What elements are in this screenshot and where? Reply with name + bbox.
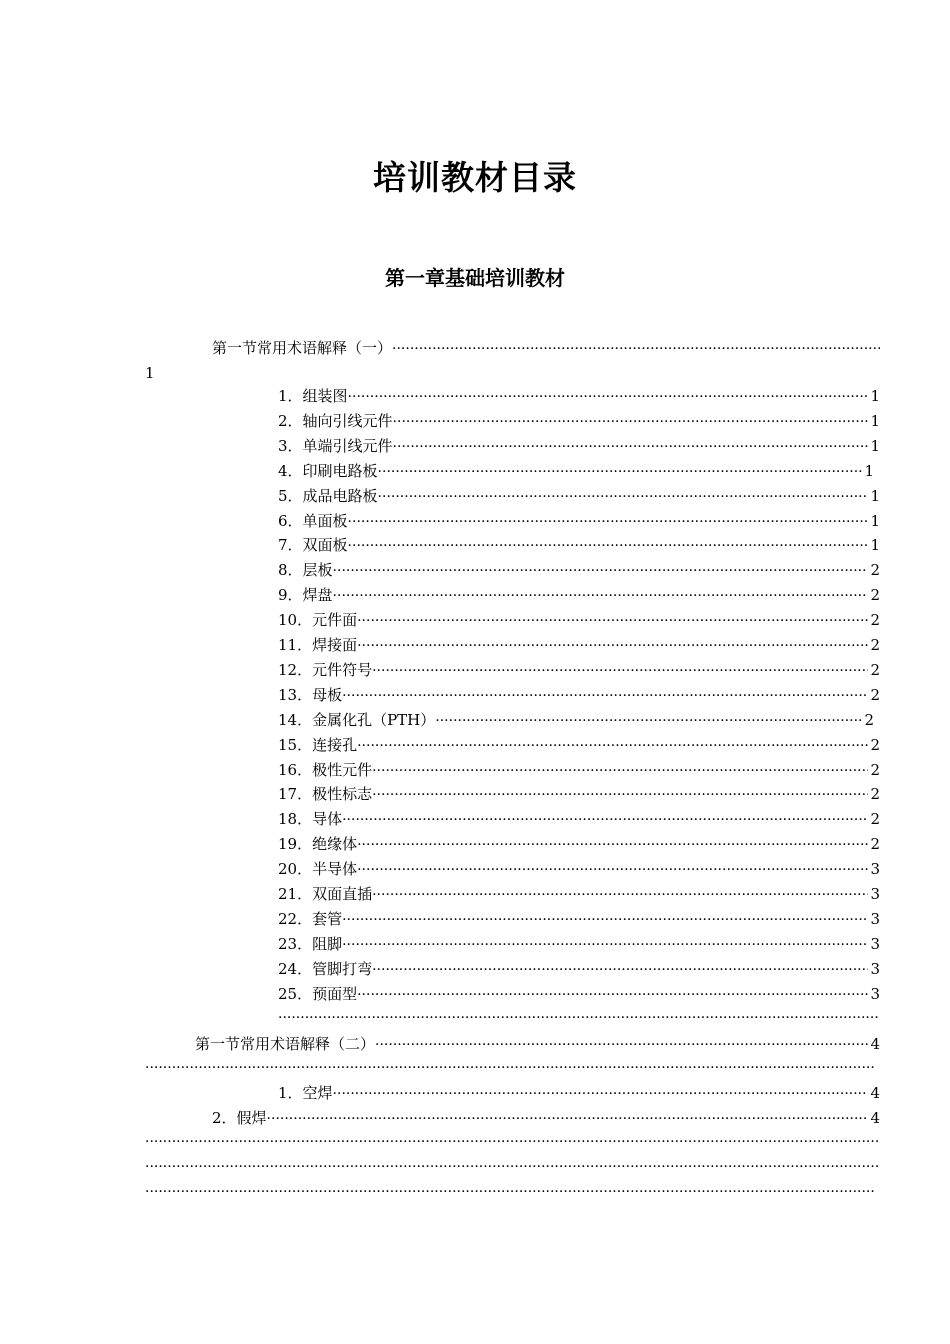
dot-leader-row (145, 1181, 875, 1203)
toc-page-number: 2 (864, 710, 874, 729)
toc-page-number: 3 (870, 860, 880, 879)
toc-entry-label: 1．组装图 (278, 387, 348, 405)
toc-entry[interactable] (278, 559, 880, 581)
toc-entry[interactable] (278, 460, 874, 482)
toc-entry-label: 21．双面直插 (278, 885, 373, 903)
toc-entry[interactable] (278, 410, 880, 432)
toc-entry[interactable] (278, 485, 880, 507)
dot-leader (435, 710, 862, 732)
toc-entry[interactable] (278, 609, 880, 631)
toc-page-number: 2 (870, 660, 880, 679)
toc-entry-label: 3．单端引线元件 (278, 436, 393, 455)
toc-entry-label: 14．金属化孔（PTH） (278, 710, 436, 729)
toc-entry[interactable] (278, 709, 874, 731)
toc-entry-label: 11．焊接面 (278, 636, 358, 654)
toc-page-number: 4 (870, 1035, 880, 1053)
dot-leader (357, 834, 868, 856)
dot-leader (342, 809, 868, 831)
toc-entry[interactable] (278, 759, 880, 781)
dot-leader-row (278, 1007, 880, 1029)
dot-leader (357, 984, 868, 1006)
toc-entry-label: 7．双面板 (278, 536, 348, 555)
dot-leader (333, 585, 869, 607)
toc-entry[interactable] (278, 684, 880, 706)
toc-entry-label: 2．轴向引线元件 (278, 411, 393, 430)
dot-leader (393, 436, 869, 458)
toc-entry-label: 16．极性元件 (278, 760, 373, 779)
toc-page-number: 4 (870, 1084, 880, 1102)
dot-leader (333, 560, 869, 582)
dot-leader (267, 1108, 869, 1130)
toc-entry-label: 8．层板 (278, 561, 333, 580)
toc-page-number: 1 (864, 461, 874, 480)
dot-leader (392, 338, 880, 360)
toc-page-number: 2 (870, 611, 880, 630)
toc-entry-label: 17．极性标志 (278, 785, 373, 804)
toc-entry[interactable] (278, 983, 880, 1005)
dot-leader (372, 784, 868, 806)
toc-entry[interactable] (278, 858, 880, 880)
dot-leader-row (145, 1131, 880, 1153)
toc-entry-label: 18．导体 (278, 810, 343, 829)
toc-entry[interactable] (278, 908, 880, 930)
toc-page-number: 1 (870, 411, 880, 430)
toc-entry[interactable] (278, 584, 880, 606)
toc-entry-label: 12．元件符号 (278, 660, 373, 679)
toc-page-number: 2 (870, 586, 880, 605)
dot-leader (342, 934, 868, 956)
dot-leader (375, 1034, 868, 1056)
dot-leader (357, 635, 868, 657)
toc-entry[interactable] (278, 933, 880, 955)
toc-entry-label: 6．单面板 (278, 511, 348, 530)
toc-entry[interactable] (278, 958, 880, 980)
toc-page-number: 2 (870, 760, 880, 779)
toc-entry-label: 1．空焊 (278, 1084, 333, 1102)
toc-entry-label: 9．焊盘 (278, 586, 333, 605)
toc-entry-label: 22．套管 (278, 909, 343, 928)
toc-entry[interactable] (278, 634, 880, 656)
toc-entry[interactable] (278, 1082, 880, 1104)
toc-entry-label: 23．阻脚 (278, 934, 343, 953)
toc-page-number: 2 (870, 785, 880, 804)
toc-page-number: 2 (870, 685, 880, 704)
toc-page-number: 1 (870, 436, 880, 455)
toc-entry-label: 25．预面型 (278, 984, 358, 1003)
toc-page-number: 3 (870, 909, 880, 928)
toc-entry-label: 19．绝缘体 (278, 835, 358, 854)
toc-entry[interactable] (278, 783, 880, 805)
toc-entry[interactable] (278, 435, 880, 457)
toc-page-number: 1 (870, 511, 880, 530)
dot-leader (372, 760, 868, 782)
toc-page-number: 3 (870, 959, 880, 978)
toc-page-number: 2 (870, 636, 880, 654)
toc-entry[interactable] (212, 1107, 880, 1129)
toc-entry-label: 15．连接孔 (278, 735, 358, 754)
toc-entry-label: 20．半导体 (278, 860, 358, 879)
toc-entry-label: 4．印刷电路板 (278, 461, 378, 480)
dot-leader (372, 884, 868, 906)
dot-leader (348, 386, 869, 408)
dot-leader-row (145, 1156, 880, 1178)
chapter-heading: 第一章基础培训教材 (385, 266, 565, 290)
toc-page-number: 3 (870, 934, 880, 953)
toc-section-1[interactable] (212, 337, 880, 359)
toc-page-number: 3 (870, 984, 880, 1003)
toc-page-number: 2 (870, 810, 880, 829)
toc-entry-label: 10．元件面 (278, 611, 358, 630)
dot-leader (357, 859, 868, 881)
toc-page-number: 3 (870, 885, 880, 903)
toc-entry[interactable] (278, 883, 880, 905)
toc-page-number: 2 (870, 835, 880, 854)
toc-entry[interactable] (278, 659, 880, 681)
toc-entry[interactable] (278, 385, 880, 407)
dot-leader (348, 535, 869, 557)
toc-section-label: 第一节常用术语解释（一） (212, 339, 393, 357)
toc-section-page: 1 (145, 364, 155, 382)
dot-leader-row (145, 1057, 875, 1079)
toc-entry[interactable] (278, 734, 880, 756)
toc-page-number: 4 (870, 1109, 880, 1127)
toc-entry[interactable] (278, 808, 880, 830)
toc-entry[interactable] (278, 833, 880, 855)
toc-entry-label: 2．假焊 (212, 1109, 267, 1127)
toc-section-2[interactable] (195, 1033, 880, 1055)
toc-entry[interactable] (278, 534, 880, 556)
dot-leader (378, 486, 869, 508)
dot-leader (357, 610, 868, 632)
toc-page-number: 1 (870, 536, 880, 555)
document-title: 培训教材目录 (373, 158, 577, 197)
toc-entry-label: 24．管脚打弯 (278, 959, 373, 978)
toc-section-label: 第一节常用术语解释（二） (195, 1035, 376, 1053)
toc-page-number: 2 (870, 561, 880, 580)
dot-leader (378, 461, 863, 483)
dot-leader (342, 685, 868, 707)
dot-leader (342, 909, 868, 931)
dot-leader (357, 735, 868, 757)
dot-leader (372, 959, 868, 981)
toc-page-number: 1 (870, 387, 880, 405)
toc-entry-label: 13．母板 (278, 685, 343, 704)
dot-leader (348, 511, 869, 533)
dot-leader (333, 1083, 869, 1105)
toc-entry[interactable] (278, 510, 880, 532)
toc-page-number: 1 (870, 486, 880, 505)
toc-entry-label: 5．成品电路板 (278, 486, 378, 505)
dot-leader (372, 660, 868, 682)
dot-leader (393, 411, 869, 433)
toc-page-number: 2 (870, 735, 880, 754)
